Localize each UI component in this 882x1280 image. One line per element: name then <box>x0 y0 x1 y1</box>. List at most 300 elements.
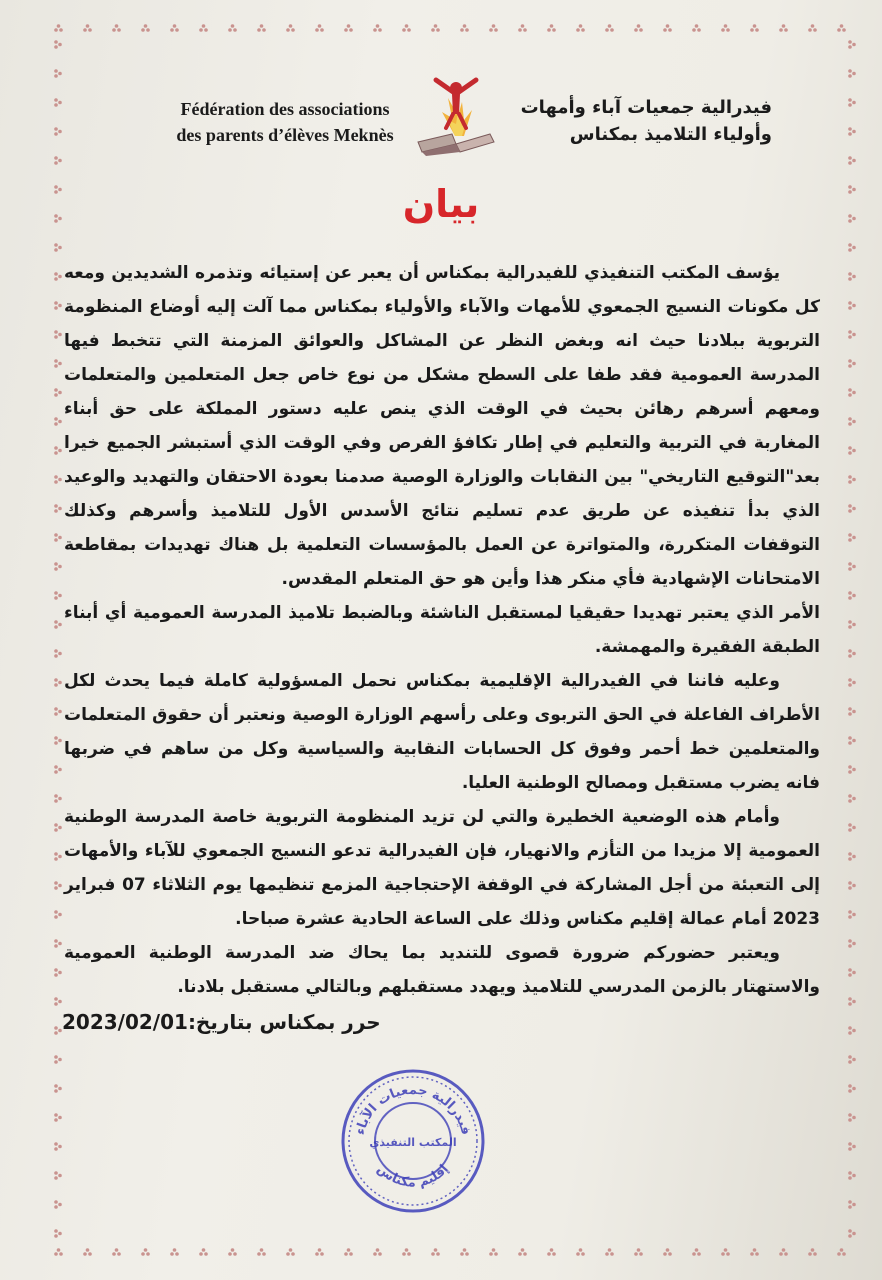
border-dot <box>848 707 852 711</box>
document-title: بيان <box>402 182 480 226</box>
border-dot <box>753 24 757 28</box>
border-dot <box>58 43 62 47</box>
border-dot <box>848 828 852 832</box>
border-dot <box>692 1252 696 1256</box>
border-dot <box>550 24 554 28</box>
border-dot <box>175 1252 179 1256</box>
border-dot <box>58 1116 62 1120</box>
border-dot <box>58 739 62 743</box>
border-dot <box>54 620 58 624</box>
border-dot <box>581 1252 585 1256</box>
letterhead <box>0 92 882 162</box>
border-dot <box>848 40 852 44</box>
border-dot <box>54 533 58 537</box>
border-dot <box>848 1205 852 1209</box>
border-dot <box>848 504 852 508</box>
border-dot <box>59 28 63 32</box>
border-dot <box>605 1252 609 1256</box>
border-dot <box>58 797 62 801</box>
border-dot <box>54 1113 58 1117</box>
border-dot <box>848 301 852 305</box>
border-dot <box>405 1248 409 1252</box>
border-dot <box>848 915 852 919</box>
federation-logo-icon <box>412 72 498 158</box>
border-dot <box>54 1176 58 1180</box>
border-dot <box>852 971 856 975</box>
border-dot <box>54 1031 58 1035</box>
border-dot <box>54 973 58 977</box>
border-dot <box>724 1248 728 1252</box>
border-dot <box>54 997 58 1001</box>
border-dot <box>852 884 856 888</box>
border-dot <box>852 391 856 395</box>
paragraph-4: وأمام هذه الوضعية الخطيرة والتي لن تزيد المنظومة التربوية خاصة المدرسة الوطنية العمومية إلا مزيدا من التأزم والانهيار، فإن الفيدرالية تدعو النسيج الجمعوي للآباء والأمهات إلى التعبئة من أجل المشاركة في الوقفة الإحتجاجية المزمع تنظيمها يوم الثلاثاء 07 فبراير 2023 أمام عمالة إقليم مكناس وذلك على الساعة الحادية عشرة صباحا. <box>64 807 820 929</box>
border-dot <box>848 765 852 769</box>
border-dot <box>170 28 174 32</box>
border-dot <box>58 1174 62 1178</box>
border-dot <box>460 28 464 32</box>
border-dot <box>695 24 699 28</box>
border-dot <box>848 272 852 276</box>
border-dot <box>852 72 856 76</box>
border-dot <box>373 28 377 32</box>
border-dot <box>695 1248 699 1252</box>
border-dot <box>407 1252 411 1256</box>
border-dot <box>460 1252 464 1256</box>
border-dot <box>668 1252 672 1256</box>
paragraph-3: وعليه فاننا في الفيدرالية الإقليمية بمكناس نحمل المسؤولية كاملة فيما يحدث لكل الأطراف الفاعلة في الحق التربوى وعلى رأسهم الوزارة الوصية ونعتبر أن حقوق المتعلمات والمتعلمين خط أحمر وفوق كل الحسابات النقابية والسياسية وكل من ساهم في ضربها فانه يضرب مستقبل ومصالح الوطنية العليا. <box>64 671 820 793</box>
border-dot <box>54 504 58 508</box>
border-dot <box>848 417 852 421</box>
official-stamp-icon <box>338 1066 488 1216</box>
border-dot <box>54 74 58 78</box>
border-dot <box>54 1205 58 1209</box>
border-dot <box>54 451 58 455</box>
border-dot <box>141 1252 145 1256</box>
border-dot <box>848 509 852 513</box>
border-dot <box>58 333 62 337</box>
border-dot <box>489 1252 493 1256</box>
border-dot <box>848 944 852 948</box>
border-dot <box>58 594 62 598</box>
border-dot <box>54 538 58 542</box>
border-dot <box>228 1252 232 1256</box>
border-dot <box>54 562 58 566</box>
border-dot <box>54 243 58 247</box>
border-dot <box>54 770 58 774</box>
border-dot <box>848 886 852 890</box>
border-dot <box>852 449 856 453</box>
border-dot <box>54 364 58 368</box>
border-dot <box>373 1252 377 1256</box>
svg-text:فيدرالية جمعيات الآباء <box>353 1083 473 1137</box>
border-dot <box>57 24 61 28</box>
border-dot <box>54 28 58 32</box>
border-dot <box>848 567 852 571</box>
border-dot <box>724 24 728 28</box>
paragraph-2: الأمر الذي يعتبر تهديدا حقيقيا لمستقبل الناشئة وبالضبط تلاميذ المدرسة العمومية أي أبناء الطبقة الفقيرة والمهمشة. <box>64 603 820 657</box>
border-dot <box>315 1252 319 1256</box>
border-dot <box>848 1060 852 1064</box>
border-dot <box>233 28 237 32</box>
border-dot <box>521 1248 525 1252</box>
border-dot <box>54 591 58 595</box>
border-dot <box>349 1252 353 1256</box>
border-dot <box>840 24 844 28</box>
border-dot <box>848 45 852 49</box>
border-dot <box>54 388 58 392</box>
border-dot <box>852 768 856 772</box>
border-dot <box>852 478 856 482</box>
border-dot <box>58 1058 62 1062</box>
border-dot <box>848 741 852 745</box>
border-dot <box>54 857 58 861</box>
border-dot <box>848 1089 852 1093</box>
border-dot <box>721 1252 725 1256</box>
letterhead-french <box>150 96 420 148</box>
border-dot <box>848 277 852 281</box>
border-dot <box>54 794 58 798</box>
border-dot <box>494 28 498 32</box>
border-dot <box>58 565 62 569</box>
border-dot <box>852 1000 856 1004</box>
border-dot <box>750 1252 754 1256</box>
border-dot <box>848 857 852 861</box>
border-dot <box>848 649 852 653</box>
border-dot <box>842 1252 846 1256</box>
border-dot <box>112 1252 116 1256</box>
border-dot <box>848 968 852 972</box>
border-dot <box>315 28 319 32</box>
border-dot <box>848 1142 852 1146</box>
border-dot <box>852 942 856 946</box>
border-dot <box>489 28 493 32</box>
letterhead-arabic <box>492 94 772 148</box>
border-dot <box>54 330 58 334</box>
border-dot <box>58 710 62 714</box>
border-dot <box>318 1248 322 1252</box>
border-dot <box>257 1252 261 1256</box>
border-dot <box>852 710 856 714</box>
border-dot <box>54 910 58 914</box>
stamp-bottom-text: إقليم مكناس <box>373 1161 452 1191</box>
border-dot <box>54 446 58 450</box>
border-dot <box>581 28 585 32</box>
border-dot <box>848 1026 852 1030</box>
border-dot <box>58 1087 62 1091</box>
border-dot <box>852 420 856 424</box>
border-dot <box>58 507 62 511</box>
letterhead-arabic-line2: وأولياء التلاميذ بمكناس <box>569 124 772 145</box>
border-dot <box>54 40 58 44</box>
border-dot <box>848 538 852 542</box>
border-dot <box>848 997 852 1001</box>
border-dot <box>112 28 116 32</box>
border-dot <box>852 739 856 743</box>
border-dot <box>848 562 852 566</box>
border-dot <box>848 1113 852 1117</box>
border-dot <box>58 1000 62 1004</box>
border-dot <box>54 683 58 687</box>
border-dot <box>54 823 58 827</box>
border-dot <box>852 1174 856 1178</box>
border-dot <box>376 24 380 28</box>
border-dot <box>54 625 58 629</box>
border-dot <box>54 422 58 426</box>
border-dot <box>378 28 382 32</box>
border-dot <box>199 1252 203 1256</box>
border-dot <box>848 625 852 629</box>
border-dot <box>610 28 614 32</box>
border-dot <box>58 1203 62 1207</box>
border-dot <box>260 24 264 28</box>
border-dot <box>54 335 58 339</box>
border-dot <box>848 330 852 334</box>
border-dot <box>54 1234 58 1238</box>
border-dot <box>697 28 701 32</box>
border-dot <box>286 28 290 32</box>
border-dot <box>463 1248 467 1252</box>
border-dot <box>54 881 58 885</box>
border-dot <box>54 480 58 484</box>
border-dot <box>852 565 856 569</box>
border-dot <box>848 736 852 740</box>
border-dot <box>811 24 815 28</box>
border-dot <box>848 359 852 363</box>
border-dot <box>54 567 58 571</box>
border-dot <box>848 248 852 252</box>
border-dot <box>291 1252 295 1256</box>
border-dot <box>59 1252 63 1256</box>
border-dot <box>848 1055 852 1059</box>
border-dot <box>344 1252 348 1256</box>
border-dot <box>848 591 852 595</box>
border-dot <box>852 1029 856 1033</box>
border-dot <box>852 826 856 830</box>
border-dot <box>170 1252 174 1256</box>
letterhead-arabic-line1: فيدرالية جمعيات آباء وأمهات <box>520 97 772 118</box>
border-dot <box>518 28 522 32</box>
border-dot <box>54 277 58 281</box>
border-dot <box>58 304 62 308</box>
border-dot <box>808 28 812 32</box>
border-dot <box>344 28 348 32</box>
border-dot <box>848 683 852 687</box>
statement-body <box>64 256 820 1004</box>
border-dot <box>54 968 58 972</box>
border-dot <box>848 1002 852 1006</box>
border-dot <box>639 1252 643 1256</box>
border-dot <box>852 1232 856 1236</box>
border-dot <box>83 28 87 32</box>
border-dot <box>848 852 852 856</box>
border-dot <box>852 304 856 308</box>
border-dot <box>83 1252 87 1256</box>
border-dot <box>54 417 58 421</box>
border-dot <box>848 794 852 798</box>
border-dot <box>405 24 409 28</box>
border-dot <box>494 1252 498 1256</box>
border-dot <box>58 246 62 250</box>
border-dot <box>852 246 856 250</box>
border-dot <box>173 1248 177 1252</box>
border-dot <box>576 28 580 32</box>
border-dot <box>848 712 852 716</box>
border-dot <box>605 28 609 32</box>
border-dot <box>848 1176 852 1180</box>
border-dot <box>813 1252 817 1256</box>
border-dot <box>610 1252 614 1256</box>
border-dot <box>58 855 62 859</box>
border-dot <box>58 478 62 482</box>
border-dot <box>54 248 58 252</box>
border-dot <box>291 28 295 32</box>
border-dot <box>233 1252 237 1256</box>
border-dot <box>86 1248 90 1252</box>
letterhead-french-line2: des parents d’élèves Meknès <box>176 125 394 145</box>
border-dot <box>141 28 145 32</box>
border-dot <box>755 28 759 32</box>
paragraph-5: ويعتبر حضوركم ضرورة قصوى للتنديد بما يحاك ضد المدرسة الوطنية العمومية والاستهتار بالزمن المدرسي للتلاميذ ويهدد مستقبلهم وبالتالي مستقبل بلادنا. <box>64 943 820 997</box>
border-dot <box>289 24 293 28</box>
border-dot <box>436 28 440 32</box>
border-dot <box>231 1248 235 1252</box>
border-dot <box>58 449 62 453</box>
border-dot <box>852 275 856 279</box>
border-dot <box>199 28 203 32</box>
border-dot <box>54 301 58 305</box>
border-dot <box>576 1252 580 1256</box>
border-dot <box>54 596 58 600</box>
border-dot <box>753 1248 757 1252</box>
border-dot <box>262 1252 266 1256</box>
border-dot <box>54 886 58 890</box>
border-dot <box>852 507 856 511</box>
border-dot <box>852 623 856 627</box>
border-dot <box>634 28 638 32</box>
border-dot <box>54 944 58 948</box>
border-dot <box>852 1116 856 1120</box>
border-dot <box>260 1248 264 1252</box>
border-dot <box>848 422 852 426</box>
border-dot <box>852 1058 856 1062</box>
border-dot <box>175 28 179 32</box>
border-dot <box>852 681 856 685</box>
border-dot <box>204 28 208 32</box>
border-dot <box>434 24 438 28</box>
svg-text:إقليم مكناس <box>374 1161 452 1190</box>
border-dot <box>376 1248 380 1252</box>
border-dot <box>117 28 121 32</box>
border-dot <box>848 823 852 827</box>
border-dot <box>57 1248 61 1252</box>
border-dot <box>431 1252 435 1256</box>
border-dot <box>852 855 856 859</box>
border-dot <box>492 1248 496 1252</box>
border-dot <box>837 28 841 32</box>
border-dot <box>848 1147 852 1151</box>
border-dot <box>840 1248 844 1252</box>
border-dot <box>54 1055 58 1059</box>
border-dot <box>782 24 786 28</box>
border-dot <box>347 1248 351 1252</box>
border-dot <box>750 28 754 32</box>
border-dot <box>465 1252 469 1256</box>
border-dot <box>349 28 353 32</box>
border-dot <box>436 1252 440 1256</box>
border-dot <box>668 28 672 32</box>
border-dot <box>58 971 62 975</box>
signoff-date: حرر بمكناس بتاريخ:2023/02/01 <box>62 1010 381 1034</box>
border-dot <box>848 678 852 682</box>
border-dot <box>204 1252 208 1256</box>
border-dot <box>848 596 852 600</box>
border-dot <box>848 881 852 885</box>
border-dot <box>58 623 62 627</box>
border-dot <box>257 28 261 32</box>
border-dot <box>779 28 783 32</box>
border-dot <box>54 1200 58 1204</box>
border-dot <box>852 913 856 917</box>
border-dot <box>852 652 856 656</box>
border-dot <box>848 973 852 977</box>
border-dot <box>54 272 58 276</box>
border-dot <box>848 1031 852 1035</box>
border-dot <box>54 915 58 919</box>
border-dot <box>58 536 62 540</box>
border-dot <box>58 1145 62 1149</box>
border-dot <box>852 362 856 366</box>
border-dot <box>852 797 856 801</box>
border-dot <box>402 1252 406 1256</box>
border-dot <box>54 393 58 397</box>
border-dot <box>54 654 58 658</box>
border-dot <box>54 1171 58 1175</box>
border-dot <box>492 24 496 28</box>
border-dot <box>88 28 92 32</box>
border-dot <box>54 1147 58 1151</box>
border-dot <box>144 1248 148 1252</box>
border-dot <box>86 24 90 28</box>
border-dot <box>547 1252 551 1256</box>
border-dot <box>144 24 148 28</box>
border-dot <box>58 362 62 366</box>
border-dot <box>848 364 852 368</box>
border-dot <box>54 69 58 73</box>
border-dot <box>54 475 58 479</box>
border-dot <box>286 1252 290 1256</box>
border-dot <box>726 1252 730 1256</box>
border-dot <box>54 1089 58 1093</box>
border-dot <box>54 1002 58 1006</box>
border-dot <box>54 359 58 363</box>
border-dot <box>721 28 725 32</box>
border-dot <box>550 1248 554 1252</box>
border-dot <box>755 1252 759 1256</box>
border-dot <box>231 24 235 28</box>
border-dot <box>848 799 852 803</box>
border-dot <box>202 24 206 28</box>
border-dot <box>54 509 58 513</box>
border-dot <box>378 1252 382 1256</box>
border-dot <box>848 910 852 914</box>
border-dot <box>852 594 856 598</box>
border-dot <box>173 24 177 28</box>
border-dot <box>692 28 696 32</box>
border-dot <box>289 1248 293 1252</box>
stamp-center-text: المكتب التنفيذي <box>369 1136 457 1149</box>
border-dot <box>848 533 852 537</box>
